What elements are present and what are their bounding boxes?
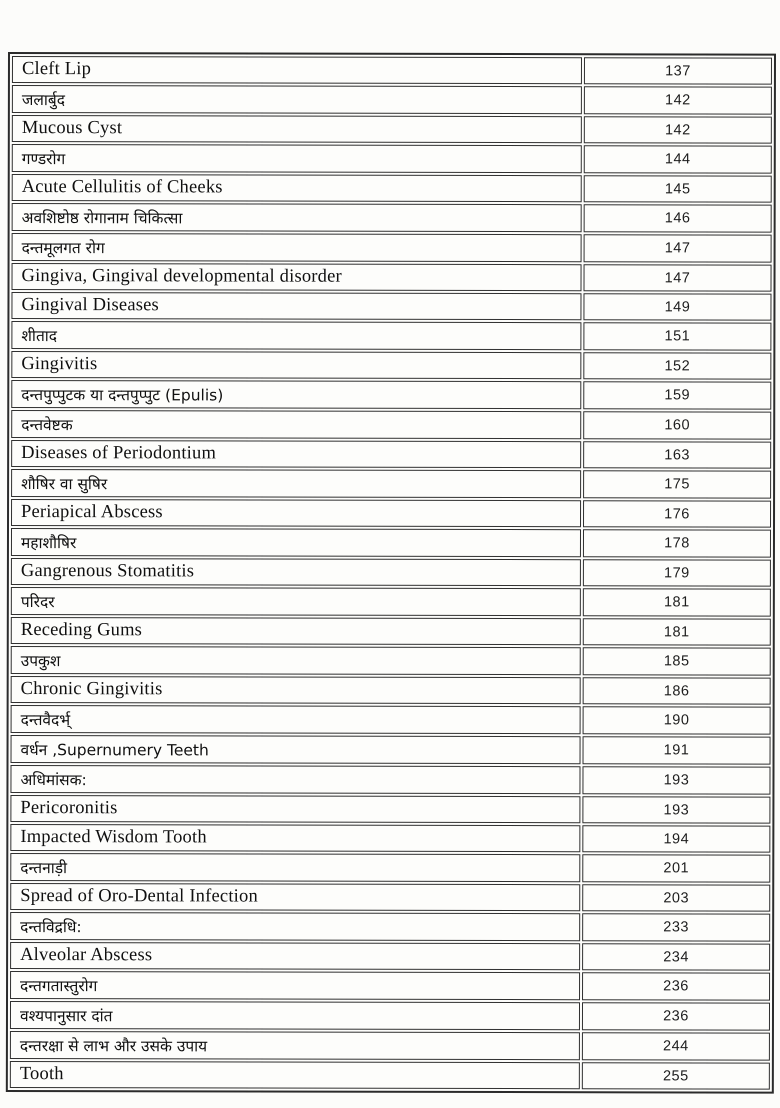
- toc-entry-title: दन्तगतास्तुरोग: [10, 971, 580, 1000]
- table-row: [11, 735, 771, 765]
- table-row: [12, 115, 772, 144]
- toc-entry-page: 236: [582, 972, 770, 1000]
- toc-entry-page: 142: [584, 116, 772, 143]
- toc-entry-page: 193: [582, 766, 770, 794]
- table-row: [11, 528, 771, 558]
- toc-entry-page: 244: [582, 1032, 770, 1060]
- toc-entry-page: 191: [583, 736, 771, 764]
- toc-entry-page: 159: [583, 381, 771, 409]
- table-row: [11, 676, 771, 705]
- toc-entry-page: 203: [582, 884, 770, 911]
- toc-entry-title: दन्तवैदर्भ्: [11, 705, 581, 734]
- toc-entry-title: Diseases of Periodontium: [11, 440, 581, 468]
- table-row: [11, 380, 771, 410]
- table-row: [10, 1031, 770, 1061]
- toc-entry-title: दन्तपुप्पुटक या दन्तपुप्पुट (Epulis): [11, 380, 581, 409]
- toc-entry-page: 185: [583, 647, 771, 675]
- toc-entry-title: अधिमांसक:: [10, 765, 580, 794]
- table-row: [12, 174, 772, 203]
- toc-entry-page: 255: [582, 1062, 770, 1089]
- toc-entry-title: दन्तवेष्टक: [11, 410, 581, 439]
- toc-entry-title: उपकुश: [11, 646, 581, 675]
- toc-entry-page: 181: [583, 588, 771, 616]
- table-row: [12, 85, 772, 115]
- toc-entry-page: 175: [583, 470, 771, 498]
- table-row: [10, 912, 770, 942]
- table-row: [10, 1001, 770, 1031]
- table-row: [12, 56, 772, 85]
- toc-entry-page: 236: [582, 1002, 770, 1030]
- table-row: [11, 351, 771, 380]
- toc-entry-title: दन्तरक्षा से लाभ और उसके उपाय: [10, 1031, 580, 1060]
- toc-entry-title: Periapical Abscess: [11, 499, 581, 527]
- toc-entry-title: Alveolar Abscess: [10, 942, 580, 970]
- toc-entry-page: 151: [583, 322, 771, 350]
- toc-entry-title: दन्तमूलगत रोग: [12, 233, 582, 262]
- toc-entry-page: 181: [583, 618, 771, 645]
- table-row: [10, 1061, 770, 1090]
- toc-entry-title: वर्धन ,Supernumery Teeth: [11, 735, 581, 764]
- toc-entry-title: Pericoronitis: [10, 795, 580, 823]
- toc-entry-title: शौषिर वा सुषिर: [11, 469, 581, 498]
- table-row: [10, 971, 770, 1001]
- toc-entry-page: 137: [584, 57, 772, 84]
- toc-entry-title: दन्तनाड़ी: [10, 853, 580, 882]
- toc-entry-title: दन्तविद्रधि:: [10, 912, 580, 941]
- toc-entry-page: 186: [583, 677, 771, 704]
- table-row: [11, 617, 771, 646]
- toc-entry-title: Tooth: [10, 1061, 580, 1089]
- toc-entry-page: 149: [583, 293, 771, 320]
- toc-entry-page: 160: [583, 411, 771, 439]
- toc-entry-page: 145: [584, 175, 772, 202]
- toc-entry-title: Cleft Lip: [12, 56, 582, 84]
- table-row: [11, 469, 771, 499]
- table-row: [11, 499, 771, 528]
- toc-entry-page: 193: [582, 796, 770, 823]
- table-row: [11, 292, 771, 321]
- toc-entry-page: 142: [584, 86, 772, 114]
- toc-entry-title: Impacted Wisdom Tooth: [10, 824, 580, 852]
- toc-entry-title: Receding Gums: [11, 617, 581, 645]
- toc-entry-title: Acute Cellulitis of Cheeks: [12, 174, 582, 202]
- toc-entry-title: गण्डरोग: [12, 144, 582, 173]
- toc-entry-title: Mucous Cyst: [12, 115, 582, 143]
- table-row: [10, 883, 770, 912]
- toc-entry-page: 144: [584, 145, 772, 173]
- table-row: [11, 558, 771, 587]
- toc-entry-title: अवशिष्टोष्ठ रोगानाम चिकित्सा: [12, 203, 582, 232]
- table-row: [10, 795, 770, 824]
- toc-entry-page: 233: [582, 913, 770, 941]
- toc-entry-page: 176: [583, 500, 771, 527]
- toc-entry-title: Spread of Oro-Dental Infection: [10, 883, 580, 911]
- table-row: [11, 321, 771, 351]
- table-row: [11, 440, 771, 469]
- toc-entry-title: Gingivitis: [11, 351, 581, 379]
- toc-entry-page: 147: [584, 264, 772, 291]
- table-row: [11, 705, 771, 735]
- table-row: [12, 263, 772, 292]
- table-row: [10, 942, 770, 971]
- toc-entry-title: वश्यपानुसार दांत: [10, 1001, 580, 1030]
- table-of-contents: [6, 52, 776, 1094]
- table-row: [12, 203, 772, 233]
- table-row: [12, 144, 772, 174]
- toc-entry-title: शीताद: [11, 321, 581, 350]
- toc-entry-title: महाशौषिर: [11, 528, 581, 557]
- toc-entry-title: परिदर: [11, 587, 581, 616]
- toc-entry-page: 179: [583, 559, 771, 586]
- toc-entry-page: 163: [583, 441, 771, 468]
- table-row: [10, 765, 770, 795]
- table-row: [11, 587, 771, 617]
- toc-entry-title: जलार्बुद: [12, 85, 582, 114]
- toc-entry-page: 194: [582, 825, 770, 852]
- table-row: [12, 233, 772, 263]
- toc-entry-page: 190: [583, 706, 771, 734]
- toc-entry-title: Gangrenous Stomatitis: [11, 558, 581, 586]
- toc-entry-page: 178: [583, 529, 771, 557]
- table-row: [11, 410, 771, 440]
- toc-entry-page: 201: [582, 854, 770, 882]
- toc-entry-page: 147: [584, 234, 772, 262]
- toc-entry-title: Gingival Diseases: [11, 292, 581, 320]
- toc-entry-page: 152: [583, 352, 771, 379]
- table-row: [10, 824, 770, 853]
- toc-body: [10, 56, 772, 1090]
- toc-entry-page: 234: [582, 943, 770, 970]
- toc-entry-page: 146: [584, 204, 772, 232]
- toc-entry-title: Gingiva, Gingival developmental disorder: [12, 263, 582, 291]
- toc-entry-title: Chronic Gingivitis: [11, 676, 581, 704]
- table-row: [10, 853, 770, 883]
- table-row: [11, 646, 771, 676]
